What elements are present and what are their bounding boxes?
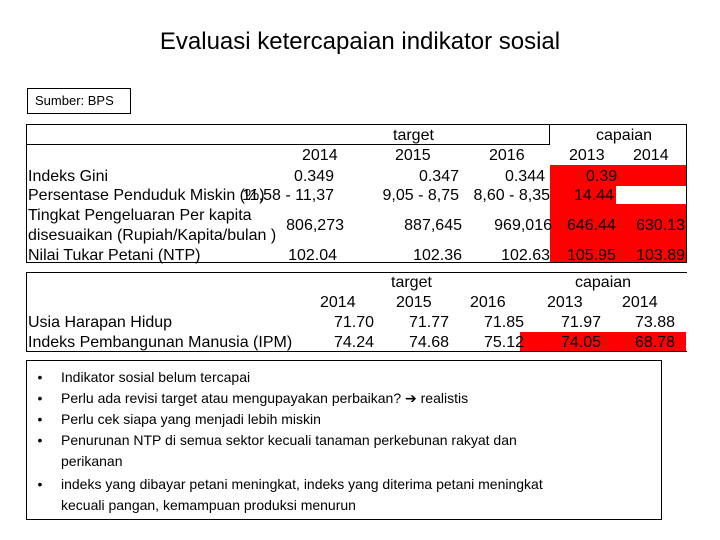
table-cell: 74.68: [408, 334, 449, 351]
table-cell: 71.85: [483, 314, 524, 331]
table2-year: 2013: [547, 294, 583, 311]
table-cell: 74.05: [560, 334, 601, 351]
table2-year: 2014: [622, 294, 658, 311]
bullet-text-line2: kecuali pangan, kemampuan produksi menurun: [61, 497, 356, 513]
table1-year: 2013: [569, 147, 605, 164]
row-label: Usia Harapan Hidup: [28, 314, 173, 331]
table2-target-header: target: [391, 274, 432, 291]
table-cell: 74.24: [333, 334, 374, 351]
table1-year: 2014: [633, 147, 669, 164]
table-cell: 9,05 - 8,75: [382, 187, 459, 204]
table2-capaian-header: capaian: [575, 274, 632, 291]
notes-box: [26, 360, 662, 520]
page-title: Evaluasi ketercapaian indikator sosial: [159, 28, 561, 55]
bullet-text: Perlu cek siapa yang menjadi lebih miskin: [61, 411, 321, 427]
table1-year: 2016: [489, 147, 525, 164]
table-cell: 887,645: [404, 217, 462, 234]
table-cell: 969,016: [494, 217, 552, 234]
arrow-right-icon: ➔: [405, 390, 417, 406]
row-label-line2: disesuaikan (Rupiah/Kapita/bulan ): [28, 227, 277, 244]
row-label: Tingkat Pengeluaran Per kapita: [28, 207, 252, 224]
bullet-icon: •: [37, 411, 43, 427]
table1-header-box: [26, 124, 550, 145]
table-cell: 75.12: [483, 334, 524, 351]
bullet-icon: •: [37, 390, 43, 406]
bullet-text-line2: perikanan: [61, 453, 123, 469]
table1-year: 2015: [395, 147, 431, 164]
source-label: Sumber: BPS: [27, 88, 131, 114]
table2-year: 2014: [320, 294, 356, 311]
table-cell: 646.44: [567, 217, 616, 234]
bullet-text: Penurunan NTP di semua sektor kecuali tanaman perkebunan rakyat dan: [61, 432, 517, 448]
row-label: Indeks Gini: [28, 168, 109, 185]
bullet-text: indeks yang dibayar petani meningkat, indeks yang diterima petani meningkat: [61, 476, 543, 492]
table-cell: 11,58 - 11,37: [242, 187, 334, 204]
table-cell: 14.44: [574, 187, 615, 204]
table-cell: 68.78: [634, 334, 675, 351]
bullet-icon: •: [37, 476, 43, 492]
table-cell: 71.70: [333, 314, 374, 331]
table-cell: 8,60 - 8,35: [473, 187, 550, 204]
table-cell: 102.36: [413, 247, 462, 264]
table-cell: 71.97: [560, 314, 601, 331]
table-cell: 0.347: [418, 168, 459, 185]
table-cell: 71.77: [408, 314, 449, 331]
row-label: Persentase Penduduk Miskin (%): [28, 187, 265, 204]
bullet-text: Indikator sosial belum tercapai: [61, 369, 251, 385]
table1-year: 2014: [302, 147, 338, 164]
table-cell: 73.88: [634, 314, 675, 331]
bullet-icon: •: [37, 432, 43, 448]
table2-year: 2016: [470, 294, 506, 311]
table1-capaian-header: capaian: [596, 127, 653, 144]
table-cell: 102.04: [288, 247, 337, 264]
bullet-suffix: realistis: [416, 390, 469, 406]
table1-target-header: target: [393, 127, 434, 144]
table-cell: 0.344: [504, 168, 545, 185]
row-label: Nilai Tukar Petani (NTP): [28, 247, 201, 264]
highlight-cell: [550, 165, 686, 186]
row-label: Indeks Pembangunan Manusia (IPM): [28, 334, 293, 351]
bullet-icon: •: [37, 369, 43, 385]
table-cell: 630.13: [636, 217, 685, 234]
table-cell: 806,273: [286, 217, 344, 234]
table-cell: 105.95: [567, 247, 616, 264]
table2-year: 2015: [396, 294, 432, 311]
bullet-text: Perlu ada revisi target atau mengupayakan perbaikan?: [61, 390, 402, 406]
table-cell: 102.63: [501, 247, 550, 264]
table-cell: 103.89: [636, 247, 685, 264]
table-cell: 0.39: [586, 168, 618, 185]
table-cell: 0.349: [293, 168, 334, 185]
